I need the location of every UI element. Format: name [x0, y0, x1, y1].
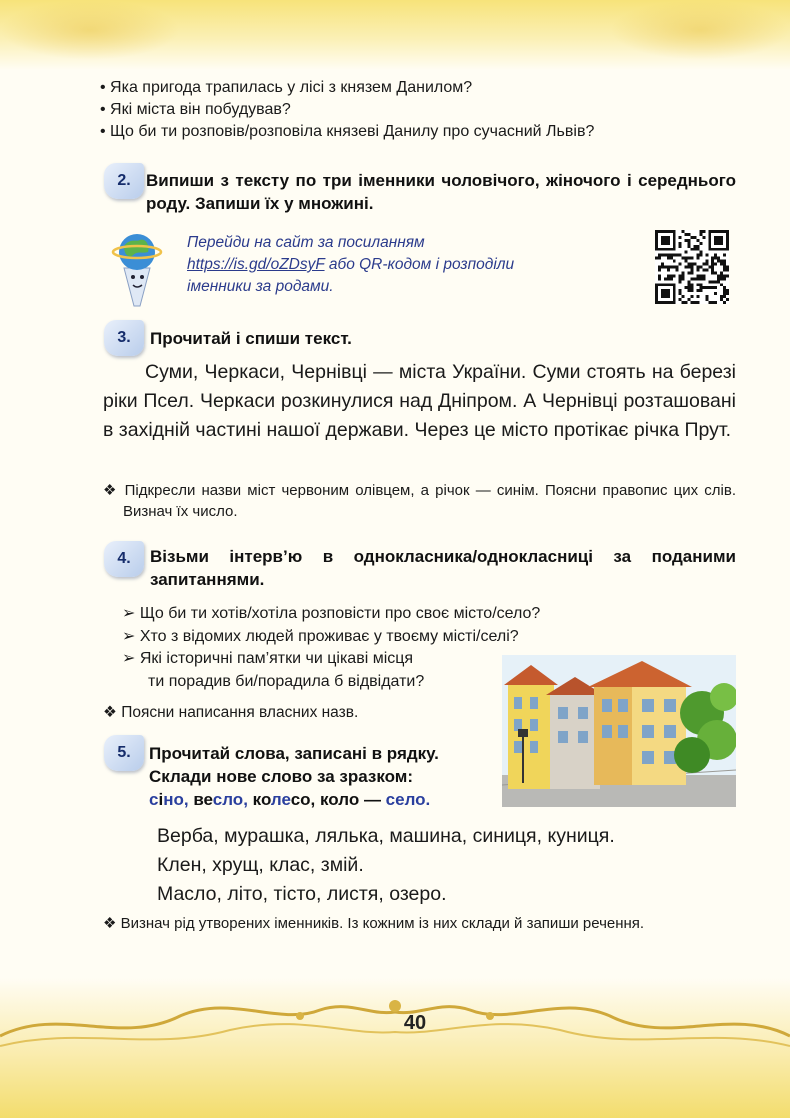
question-list	[100, 77, 740, 143]
globe-mascot-icon	[106, 228, 168, 308]
task-5-badge: 5.	[104, 735, 144, 771]
task-5-instruction: Прочитай слова, записані в рядку. Склади нове слово за зразком: сіно, весло, колесо, коло — село.	[149, 742, 494, 811]
qr-code-icon[interactable]	[655, 230, 729, 304]
word-row: Верба, мурашка, лялька, машина, синиця, куниця.	[157, 825, 615, 847]
online-resource-text: Перейди на сайт за посиланням https://is.gd/oZDsyF або QR-кодом і розподіли іменники за родами.	[187, 234, 515, 295]
question-item: ➢ Хто з відомих людей проживає у твоєму місті/селі?	[122, 627, 519, 645]
task-2-instruction: Випиши з тексту по три іменники чоловічого, жіночого і середнього роду. Запиши їх у множині.	[146, 171, 736, 213]
bullet-item: • Які міста він побудував?	[100, 101, 291, 118]
question-item: ти порадив би/порадила б відвідати?	[148, 672, 425, 690]
reading-passage: Суми, Черкаси, Чернівці — міста України. Суми стоять на березі ріки Псел. Черкаси розкинулися над Дніпром. А Чернівці розташовані в західній частині нашої держави. Через це місто протікає річка Прут.	[103, 361, 736, 441]
city-buildings-illustration	[502, 655, 736, 807]
bullet-item: • Яка пригода трапилась у лісі з князем Данилом?	[100, 79, 473, 96]
task-4-note: ❖ Поясни написання власних назв.	[103, 704, 359, 721]
word-row: Масло, літо, тісто, листя, озеро.	[157, 883, 447, 905]
top-decorative-band	[0, 0, 790, 70]
task-4-instruction: Візьми інтерв’ю в однокласника/однокласниці за поданими запитаннями.	[150, 547, 736, 589]
task-3-instruction: Прочитай і спиши текст.	[150, 329, 352, 348]
task-4-badge: 4.	[104, 541, 144, 577]
task-3-note: ❖ Підкресли назви міст червоним олівцем, а річок — синім. Поясни правопис цих слів. Визнач їх число.	[103, 482, 736, 520]
task-3-badge: 3.	[104, 320, 144, 356]
page-number: 40	[403, 1012, 427, 1034]
word-rows	[157, 822, 737, 909]
bullet-item: • Що би ти розповів/розповіла князеві Данилу про сучасний Львів?	[100, 123, 595, 140]
task-2-badge: 2.	[104, 163, 144, 199]
task-5-note: ❖ Визнач рід утворених іменників. Із кожним із них склади й запиши речення.	[103, 915, 645, 932]
question-item: ➢ Які історичні пам’ятки чи цікаві місця	[122, 650, 414, 667]
question-item: ➢ Що би ти хотів/хотіла розповісти про своє місто/село?	[122, 605, 541, 622]
word-row: Клен, хрущ, клас, змій.	[157, 854, 364, 876]
resource-link[interactable]: https://is.gd/oZDsyF	[187, 256, 325, 273]
word-pattern-example: сіно, весло, колесо, коло — село.	[149, 790, 431, 809]
